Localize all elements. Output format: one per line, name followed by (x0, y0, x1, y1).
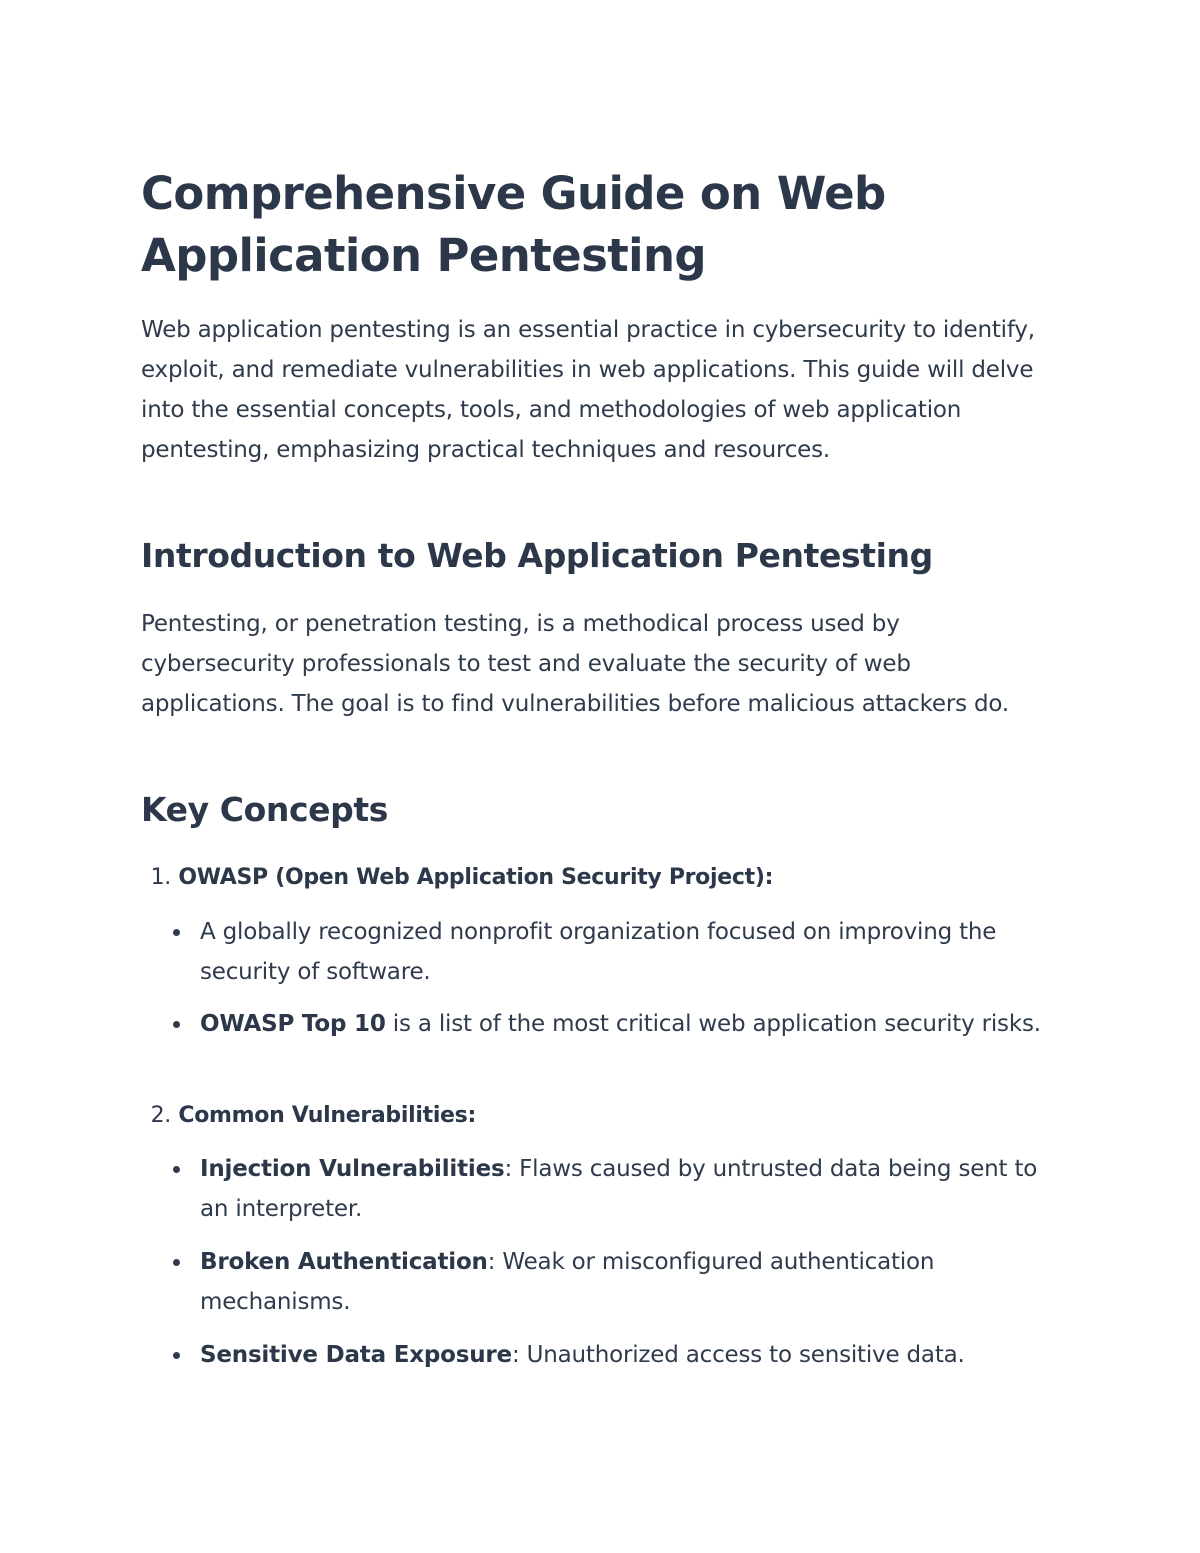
bullet-text: A globally recognized nonprofit organization focused on improving the security of software. (200, 919, 997, 985)
list-item (141, 1242, 1060, 1322)
bullet-dot-icon (173, 1166, 180, 1173)
bullet-bold-term: OWASP Top 10 (200, 1011, 386, 1037)
list-item (141, 1004, 1060, 1044)
bullet-bold-term: Injection Vulnerabilities (200, 1156, 505, 1182)
item-label: Common Vulnerabilities: (178, 1103, 476, 1128)
bullet-text: is a list of the most critical web application security risks. (385, 1011, 1041, 1037)
bullet-item (141, 1004, 1071, 1044)
bullet-item (141, 1149, 1071, 1229)
section-heading-key-concepts: Key Concepts (141, 790, 388, 829)
item-number: 2. (150, 1103, 171, 1128)
numbered-item-common-vulnerabilities (141, 1096, 1071, 1136)
page-title: Comprehensive Guide on Web Application Pentesting (141, 167, 886, 282)
bullet-bold-term: Broken Authentication (200, 1249, 488, 1275)
numbered-item-owasp (141, 858, 1071, 898)
list-item (141, 1149, 1060, 1229)
bullet-dot-icon (173, 929, 180, 936)
intro-paragraph: Web application pentesting is an essential practice in cybersecurity to identify, exploit, and remediate vulnerabilities in web applications. This guide will delve into the essential concepts, tools, and methodologies of web application pentesting, emphasizing practical techniques and resources. (141, 317, 1035, 463)
section-heading-introduction: Introduction to Web Application Pentesting (141, 536, 933, 575)
bullet-dot-icon (173, 1259, 180, 1266)
numbered-item-label (141, 1096, 1071, 1136)
bullet-text: : Unauthorized access to sensitive data. (511, 1342, 965, 1368)
bullet-item (141, 1242, 1071, 1322)
list-item (141, 1335, 1060, 1375)
bullet-dot-icon (173, 1021, 180, 1028)
list-item (141, 912, 1060, 992)
bullet-item (141, 1335, 1071, 1375)
numbered-item-label (141, 858, 1071, 898)
bullet-item (141, 912, 1071, 992)
item-label: OWASP (Open Web Application Security Project): (178, 865, 774, 890)
bullet-text: : Flaws caused by untrusted data being sent to an interpreter. (200, 1156, 1038, 1222)
bullet-bold-term: Sensitive Data Exposure (200, 1342, 512, 1368)
bullet-dot-icon (173, 1352, 180, 1359)
item-number: 1. (150, 865, 171, 890)
section-paragraph-introduction: Pentesting, or penetration testing, is a methodical process used by cybersecurity professionals to test and evaluate the security of web applications. The goal is to find vulnerabilities before malicious attackers do. (141, 611, 1010, 717)
bullet-text: : Weak or misconfigured authentication mechanisms. (200, 1249, 935, 1315)
